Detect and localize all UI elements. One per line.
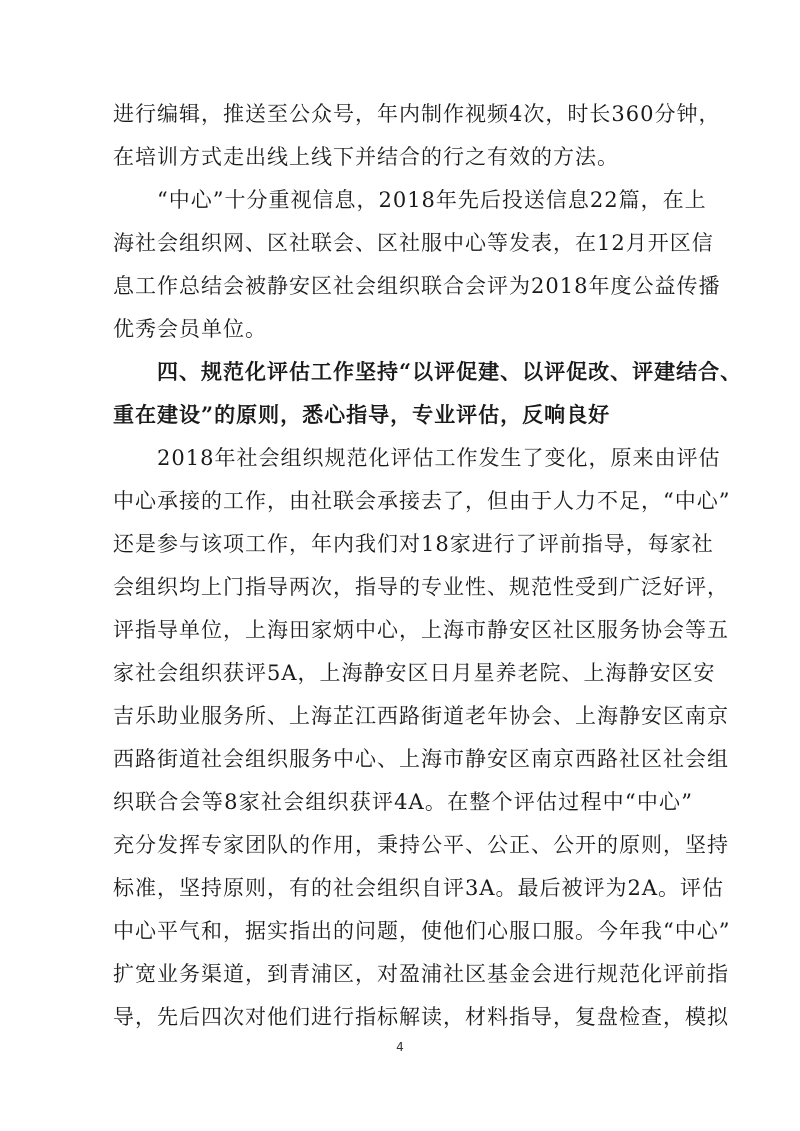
- section-heading: 四、规范化评估工作坚持“以评促建、以评促改、评建结合、: [157, 359, 743, 384]
- page-number: 4: [396, 1040, 404, 1054]
- paragraph-line: 2018年社会组织规范化评估工作发生了变化，原来由评估: [157, 446, 721, 470]
- paragraph-line: 家社会组织获评5A，上海静安区日月星养老院、上海静安区安: [113, 661, 716, 685]
- paragraph-line: 评指导单位，上海田家炳中心，上海市静安区社区服务协会等五: [113, 618, 729, 642]
- paragraph-line: 充分发挥专家团队的作用，秉持公平、公正、公开的原则，坚持: [113, 833, 729, 857]
- paragraph-line: 进行编辑，推送至公众号，年内制作视频4次，时长360分钟，: [113, 102, 721, 126]
- paragraph-line: 织联合会等8家社会组织获评4A。在整个评估过程中“中心”: [113, 790, 693, 814]
- section-heading: 重在建设”的原则，悉心指导，专业评估，反响良好: [113, 402, 611, 427]
- paragraph-line: 在培训方式走出线上线下并结合的行之有效的方法。: [113, 145, 619, 169]
- paragraph-line: 还是参与该项工作，年内我们对18家进行了评前指导，每家社: [113, 532, 714, 556]
- paragraph-line: 中心平气和，据实指出的问题，使他们心服口服。今年我“中心”: [113, 919, 731, 943]
- paragraph-line: 扩宽业务渠道，到青浦区，对盈浦社区基金会进行规范化评前指: [113, 962, 729, 986]
- paragraph-line: 标准，坚持原则，有的社会组织自评3A。最后被评为2A。评估: [113, 876, 725, 900]
- paragraph-line: 会组织均上门指导两次，指导的专业性、规范性受到广泛好评，: [113, 575, 729, 599]
- paragraph-line: 息工作总结会被静安区社会组织联合会评为2018年度公益传播: [113, 274, 721, 298]
- paragraph-line: 中心承接的工作，由社联会承接去了，但由于人力不足，“中心”: [113, 489, 731, 513]
- paragraph-line: 导，先后四次对他们进行指标解读，材料指导，复盘检查，模拟: [113, 1005, 729, 1029]
- paragraph-line: 海社会组织网、区社联会、区社服中心等发表，在12月开区信: [113, 231, 714, 255]
- paragraph-line: 优秀会员单位。: [113, 317, 267, 341]
- paragraph-line: 西路街道社会组织服务中心、上海市静安区南京西路社区社会组: [113, 747, 729, 771]
- paragraph-line: 吉乐助业服务所、上海芷江西路街道老年协会、上海静安区南京: [113, 704, 729, 728]
- paragraph-line: “中心”十分重视信息，2018年先后投送信息22篇，在上: [157, 188, 707, 212]
